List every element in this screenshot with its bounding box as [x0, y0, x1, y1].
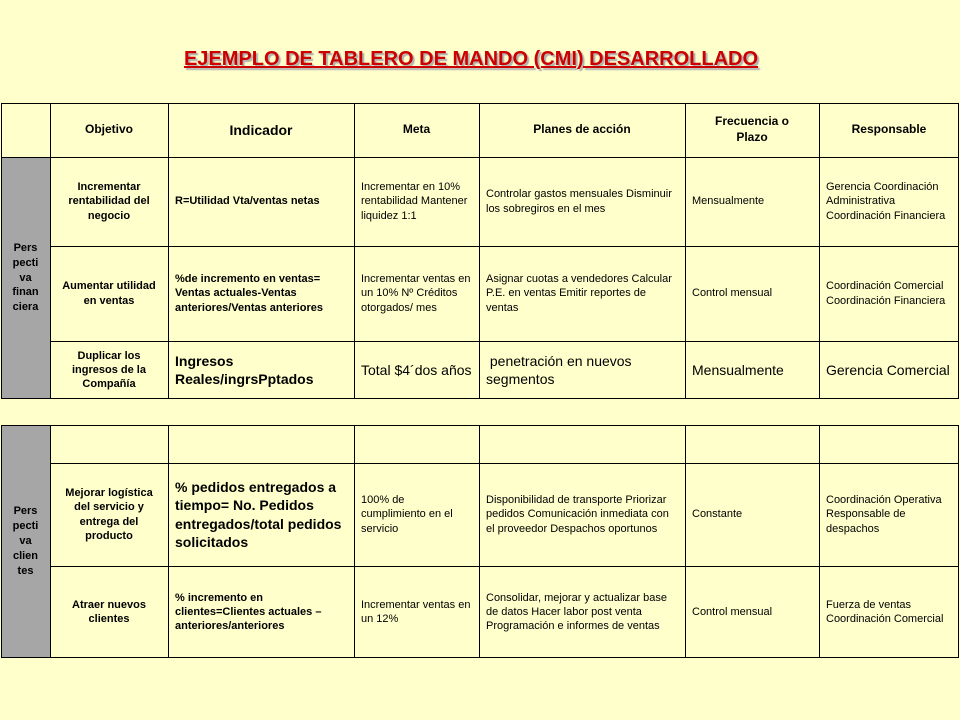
header-planes: Planes de acción [533, 122, 631, 137]
header-meta: Meta [402, 122, 431, 137]
perspective-label-clientes: Pers pecti va clien tes [1, 425, 50, 658]
table-row-3-responsable: Gerencia Comercial [826, 361, 950, 378]
header-objetivo: Objetivo [84, 122, 133, 137]
table-row-5-indicador: % incremento en clientes=Clientes actuales – anteriores/anteriores [175, 591, 322, 633]
table-row-4-planes: Disponibilidad de transporte Priorizar pedidos Comunicación inmediata con el proveedor Despachos oportunos [486, 494, 669, 535]
table-row-4-responsable: Coordinación Operativa Responsable de despachos [826, 494, 942, 535]
table-row-5-meta: Incrementar ventas en un 12% [361, 598, 471, 625]
table-row-3-meta: Total $4´dos años [361, 361, 472, 378]
table-row-3-objetivo: Duplicar los ingresos de la Compañía [72, 349, 146, 391]
table-row-2-frecuencia: Control mensual [692, 287, 773, 300]
table-row-2-responsable: Coordinación Comercial Coordinación Financiera [826, 280, 946, 307]
header-frecuencia: Frecuencia o Plazo [714, 114, 790, 144]
table-row-3-frecuencia: Mensualmente [692, 361, 784, 378]
table-row-3-planes: penetración en nuevos segmentos [486, 352, 636, 387]
perspective-label-financiera: Pers pecti va finan ciera [1, 157, 50, 399]
table-row-1-responsable: Gerencia Coordinación Administrativa Coordinación Financiera [826, 181, 946, 222]
table-row-1-frecuencia: Mensualmente [692, 195, 765, 208]
table-row-5-objetivo: Atraer nuevos clientes [72, 598, 146, 625]
table-row-4-frecuencia: Constante [692, 508, 743, 521]
table-row-4-objetivo: Mejorar logística del servicio y entrega del producto [65, 486, 153, 542]
table-row-3-indicador: Ingresos Reales/ingrsPptados [175, 352, 314, 387]
table-row-2-indicador: %de incremento en ventas= Ventas actuales-Ventas anteriores/Ventas anteriores [175, 273, 323, 314]
table-row-4-indicador: % pedidos entregados a tiempo= No. Pedidos entregados/total pedidos solicitados [175, 479, 342, 550]
table-row-1-planes: Controlar gastos mensuales Disminuir los sobregiros en el mes [486, 188, 672, 215]
header-indicador: Indicador [229, 121, 293, 138]
table-row-1-meta: Incrementar en 10% rentabilidad Mantener liquidez 1:1 [361, 181, 468, 222]
table-row-5-planes: Consolidar, mejorar y actualizar base de datos Hacer labor post venta Programación e informes de ventas [486, 591, 667, 633]
table-row-2-meta: Incrementar ventas en un 10% Nº Créditos otorgados/ mes [361, 273, 471, 314]
table-row-5-responsable: Fuerza de ventas Coordinación Comercial [826, 598, 944, 625]
table-row-5-frecuencia: Control mensual [692, 605, 773, 618]
page-title: EJEMPLO DE TABLERO DE MANDO (CMI) DESARROLLADO [183, 48, 759, 70]
table-row-4-meta: 100% de cumplimiento en el servicio [361, 494, 453, 535]
table-row-1-indicador: R=Utilidad Vta/ventas netas [175, 195, 320, 208]
table-row-1-objetivo: Incrementar rentabilidad del negocio [68, 181, 150, 222]
table-row-2-planes: Asignar cuotas a vendedores Calcular P.E. en ventas Emitir reportes de ventas [486, 273, 672, 314]
table-row-2-objetivo: Aumentar utilidad en ventas [62, 280, 156, 307]
header-responsable: Responsable [851, 122, 927, 137]
